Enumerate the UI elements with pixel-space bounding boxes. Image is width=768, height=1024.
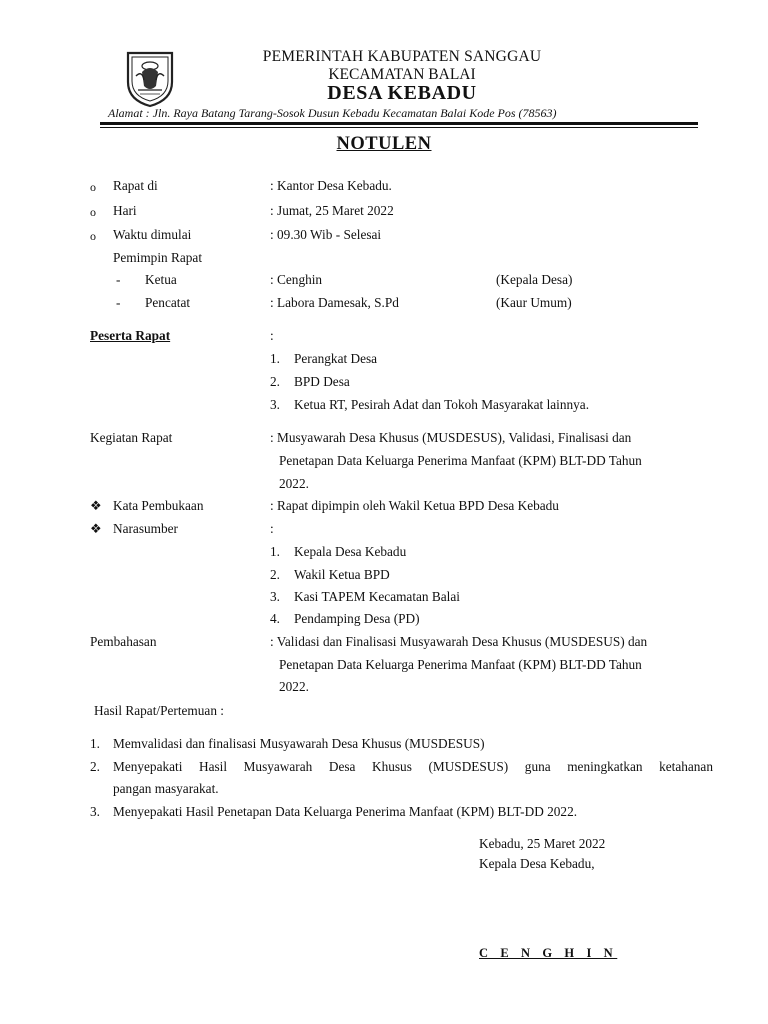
kegiatan-label: Kegiatan Rapat <box>90 430 173 445</box>
diamond-bullet-icon: ❖ <box>90 498 102 513</box>
peserta-item: BPD Desa <box>294 374 350 389</box>
list-bullet: o <box>90 205 96 219</box>
hasil-item-continued: pangan masyarakat. <box>113 781 219 796</box>
peserta-heading: Peserta Rapat <box>90 328 171 343</box>
narasumber-item-number: 3. <box>270 589 280 604</box>
letterhead-government: PEMERINTAH KABUPATEN SANGGAU <box>262 48 542 65</box>
peserta-colon: : <box>270 328 274 343</box>
narasumber-item-number: 4. <box>270 611 280 626</box>
list-dash: - <box>116 272 121 287</box>
kegiatan-line: : Musyawarah Desa Khusus (MUSDESUS), Validasi, Finalisasi dan <box>270 430 632 445</box>
list-bullet: o <box>90 180 96 194</box>
hasil-item-number: 2. <box>90 759 100 774</box>
peserta-item: Perangkat Desa <box>294 351 378 366</box>
kegiatan-line: 2022. <box>279 476 309 491</box>
peserta-item-number: 2. <box>270 374 280 389</box>
waktu-label: Waktu dimulai <box>113 227 192 242</box>
signature-place-date: Kebadu, 25 Maret 2022 <box>479 836 606 851</box>
rapat-value: : Kantor Desa Kebadu. <box>270 178 392 193</box>
header-divider-thin <box>100 127 698 128</box>
pencatat-label: Pencatat <box>145 295 191 310</box>
narasumber-item: Kepala Desa Kebadu <box>294 544 407 559</box>
peserta-item: Ketua RT, Pesirah Adat dan Tokoh Masyarakat lainnya. <box>294 397 590 412</box>
pencatat-value: : Labora Damesak, S.Pd <box>270 295 399 310</box>
hasil-item-number: 1. <box>90 736 100 751</box>
hari-label: Hari <box>113 203 137 218</box>
pembukaan-label: Kata Pembukaan <box>113 498 204 513</box>
hasil-item-number: 3. <box>90 804 100 819</box>
pembukaan-value: : Rapat dipimpin oleh Wakil Ketua BPD Desa Kebadu <box>270 498 559 513</box>
letterhead-address: Alamat : Jln. Raya Batang Tarang-Sosok Dusun Kebadu Kecamatan Balai Kode Pos (78563) <box>108 106 557 120</box>
peserta-item-number: 3. <box>270 397 280 412</box>
header-divider-thick <box>100 122 698 125</box>
narasumber-colon: : <box>270 521 274 536</box>
diamond-bullet-icon: ❖ <box>90 521 102 536</box>
narasumber-item: Pendamping Desa (PD) <box>294 611 420 626</box>
letterhead-district: KECAMATAN BALAI <box>328 66 476 83</box>
pencatat-role: (Kaur Umum) <box>496 295 572 310</box>
pembahasan-line: Penetapan Data Keluarga Penerima Manfaat (KPM) BLT-DD Tahun <box>279 657 642 672</box>
list-dash: - <box>116 295 121 310</box>
pembahasan-label: Pembahasan <box>90 634 157 649</box>
peserta-item-number: 1. <box>270 351 280 366</box>
narasumber-item-number: 2. <box>270 567 280 582</box>
hasil-item: Menyepakati Hasil Musyawarah Desa Khusus (MUSDESUS) guna meningkatkan ketahanan <box>113 759 713 774</box>
narasumber-label: Narasumber <box>113 521 178 536</box>
signature-position: Kepala Desa Kebadu, <box>479 856 595 871</box>
hari-value: : Jumat, 25 Maret 2022 <box>270 203 394 218</box>
waktu-value: : 09.30 Wib - Selesai <box>270 227 382 242</box>
ketua-label: Ketua <box>145 272 177 287</box>
letterhead-village: DESA KEBADU <box>327 82 477 104</box>
kegiatan-line: Penetapan Data Keluarga Penerima Manfaat (KPM) BLT-DD Tahun <box>279 453 642 468</box>
hasil-heading: Hasil Rapat/Pertemuan : <box>94 703 224 718</box>
narasumber-item-number: 1. <box>270 544 280 559</box>
document-title: NOTULEN <box>336 134 432 154</box>
pemimpin-label: Pemimpin Rapat <box>113 250 203 265</box>
hasil-item: Menyepakati Hasil Penetapan Data Keluarga Penerima Manfaat (KPM) BLT-DD 2022. <box>113 804 578 819</box>
list-bullet: o <box>90 229 96 243</box>
narasumber-item: Wakil Ketua BPD <box>294 567 390 582</box>
ketua-role: (Kepala Desa) <box>496 272 573 287</box>
pembahasan-line: : Validasi dan Finalisasi Musyawarah Desa Khusus (MUSDESUS) dan <box>270 634 648 649</box>
ketua-value: : Cenghin <box>270 272 323 287</box>
signature-name: C E N G H I N <box>479 946 618 960</box>
pembahasan-line: 2022. <box>279 679 309 694</box>
rapat-label: Rapat di <box>113 178 158 193</box>
hasil-item: Memvalidasi dan finalisasi Musyawarah Desa Khusus (MUSDESUS) <box>113 736 485 751</box>
narasumber-item: Kasi TAPEM Kecamatan Balai <box>294 589 460 604</box>
